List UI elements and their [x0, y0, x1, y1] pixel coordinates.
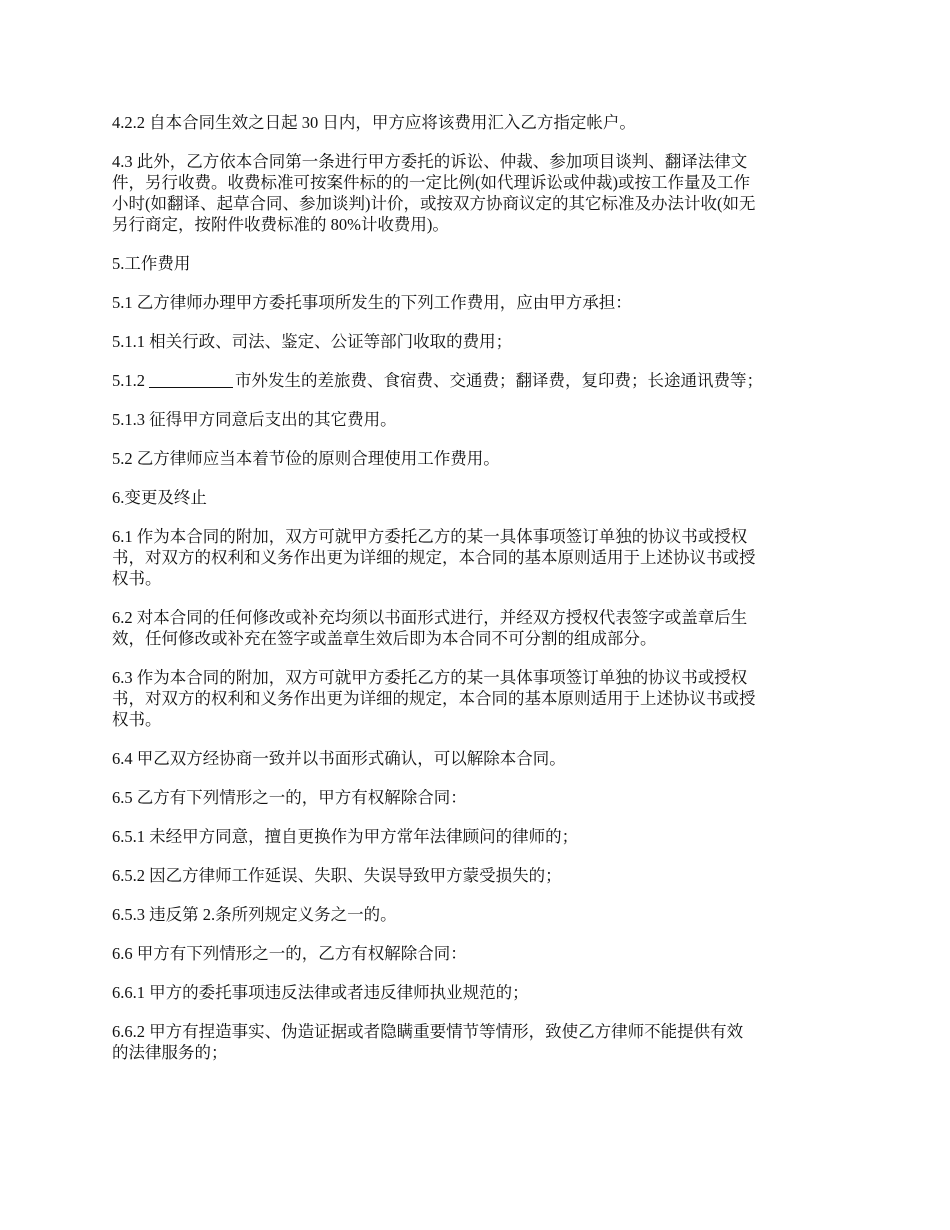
clause-6-5-3: 6.5.3 违反第 2.条所列规定义务之一的。	[112, 905, 397, 924]
clause-4-3: 4.3 此外，乙方依本合同第一条进行甲方委托的诉讼、仲裁、参加项目谈判、翻译法律文 件，另行收费。收费标准可按案件标的的一定比例(如代理诉讼或仲裁)或按工作量及工作 小时(如翻译、起草合同、参加谈判)计价，或按双方协商议定的其它标准及办法计收(如无 另行商定，按附件收费标准的 80%计收费用)。	[112, 152, 756, 234]
clause-6-2: 6.2 对本合同的任何修改或补充均须以书面形式进行，并经双方授权代表签字或盖章后生 效，任何修改或补充在签字或盖章生效后即为本合同不可分割的组成部分。	[112, 608, 748, 648]
document-page	[112, 112, 840, 1081]
clause-5-1-1: 5.1.1 相关行政、司法、鉴定、公证等部门收取的费用；	[112, 332, 513, 351]
clause-4-2-2: 4.2.2 自本合同生效之日起 30 日内，甲方应将该费用汇入乙方指定帐户。	[112, 113, 636, 132]
clause-6-6-2: 6.6.2 甲方有捏造事实、伪造证据或者隐瞒重要情节等情形，致使乙方律师不能提供有效 的法律服务的；	[112, 1022, 744, 1062]
clause-6-1: 6.1 作为本合同的附加，双方可就甲方委托乙方的某一具体事项签订单独的协议书或授权 书，对双方的权利和义务作出更为详细的规定，本合同的基本原则适用于上述协议书或授 权书。	[112, 527, 756, 588]
clause-5-2: 5.2 乙方律师应当本着节俭的原则合理使用工作费用。	[112, 449, 500, 468]
clause-5-1-2	[112, 370, 840, 391]
clause-6-6: 6.6 甲方有下列情形之一的，乙方有权解除合同：	[112, 944, 467, 963]
clause-5-1-2-text: 市外发生的差旅费、食宿费、交通费；翻译费，复印费；长途通讯费等；	[235, 371, 763, 390]
clause-6-3: 6.3 作为本合同的附加，双方可就甲方委托乙方的某一具体事项签订单独的协议书或授权 书，对双方的权利和义务作出更为详细的规定，本合同的基本原则适用于上述协议书或授 权书。	[112, 668, 756, 729]
clause-6-6-1: 6.6.1 甲方的委托事项违反法律或者违反律师执业规范的；	[112, 983, 529, 1002]
clause-5-1-2-number: 5.1.2	[112, 371, 145, 390]
clause-5-1-3: 5.1.3 征得甲方同意后支出的其它费用。	[112, 410, 397, 429]
fill-in-blank	[149, 371, 233, 388]
clause-5-1: 5.1 乙方律师办理甲方委托事项所发生的下列工作费用，应由甲方承担：	[112, 293, 632, 312]
clause-6-5: 6.5 乙方有下列情形之一的，甲方有权解除合同：	[112, 788, 467, 807]
section-6-heading: 6.变更及终止	[112, 488, 207, 507]
section-5-heading: 5.工作费用	[112, 254, 191, 273]
clause-6-4: 6.4 甲乙双方经协商一致并以书面形式确认，可以解除本合同。	[112, 749, 566, 768]
clause-6-5-1: 6.5.1 未经甲方同意，擅自更换作为甲方常年法律顾问的律师的；	[112, 827, 579, 846]
clause-6-5-2: 6.5.2 因乙方律师工作延误、失职、失误导致甲方蒙受损失的；	[112, 866, 562, 885]
